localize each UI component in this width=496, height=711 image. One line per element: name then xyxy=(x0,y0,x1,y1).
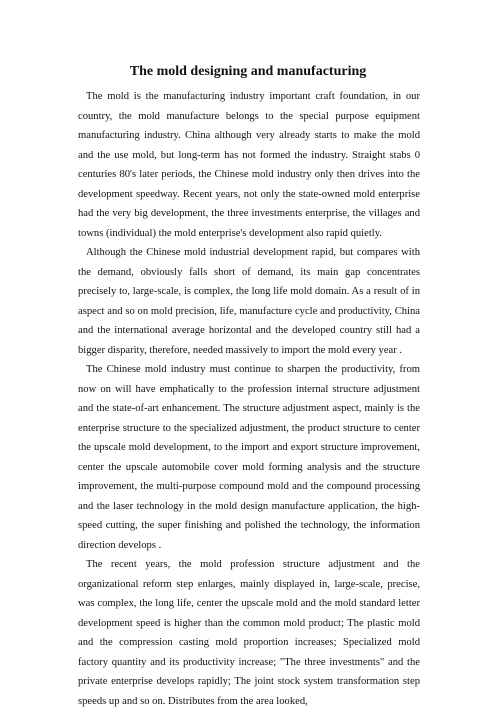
document-title: The mold designing and manufacturing xyxy=(129,64,367,79)
paragraph: Although the Chinese mold industrial development rapid, but compares with the demand, obviously falls short of demand, its main gap concentrates precisely to, large-scale, is complex, the long life mold domain. As a result of in aspect and so on mold precision, life, manufacture cycle and productivity, China and the international average horizontal and the developed country still had a bigger disparity, therefore, needed massively to import the mold every year . xyxy=(78,247,420,356)
paragraph: The mold is the manufacturing industry important craft foundation, in our country, the mold manufacture belongs to the special purpose equipment manufacturing industry. China although very already starts to make the mold and the use mold, but long-term has not formed the industry. Straight stabs 0 centuries 80's later periods, the Chinese mold industry only then drives into the development speedway. Recent years, not only the state-owned mold enterprise had the very big development, the three investments enterprise, the villages and towns (individual) the mold enterprise's development also rapid quietly. xyxy=(78,91,420,239)
paragraph: The recent years, the mold profession structure adjustment and the organizational reform step enlarges, mainly displayed in, large-scale, precise, was complex, the long life, center the upscale mold and the mold standard letter development speed is higher than the common mold product; The plastic mold and the compression casting mold proportion increases; Specialized mold factory quantity and its productivity increase; "The three investments" and the private enterprise develops rapidly; The joint stock system transformation step speeds up and so on. Distributes from the area looked, xyxy=(78,559,420,707)
paragraph: The Chinese mold industry must continue to sharpen the productivity, from now on will have emphatically to the profession internal structure adjustment and the state-of-art enhancement. The structure adjustment aspect, mainly is the enterprise structure to the specialized adjustment, the product structure to center the upscale mold development, to the import and export structure improvement, center the upscale automobile cover mold forming analysis and the structure improvement, the multi-purpose compound mold and the compound processing and the laser technology in the mold design manufacture application, the high-speed cutting, the super finishing and polished the technology, the information direction develops . xyxy=(78,364,420,551)
document-body xyxy=(78,87,420,711)
